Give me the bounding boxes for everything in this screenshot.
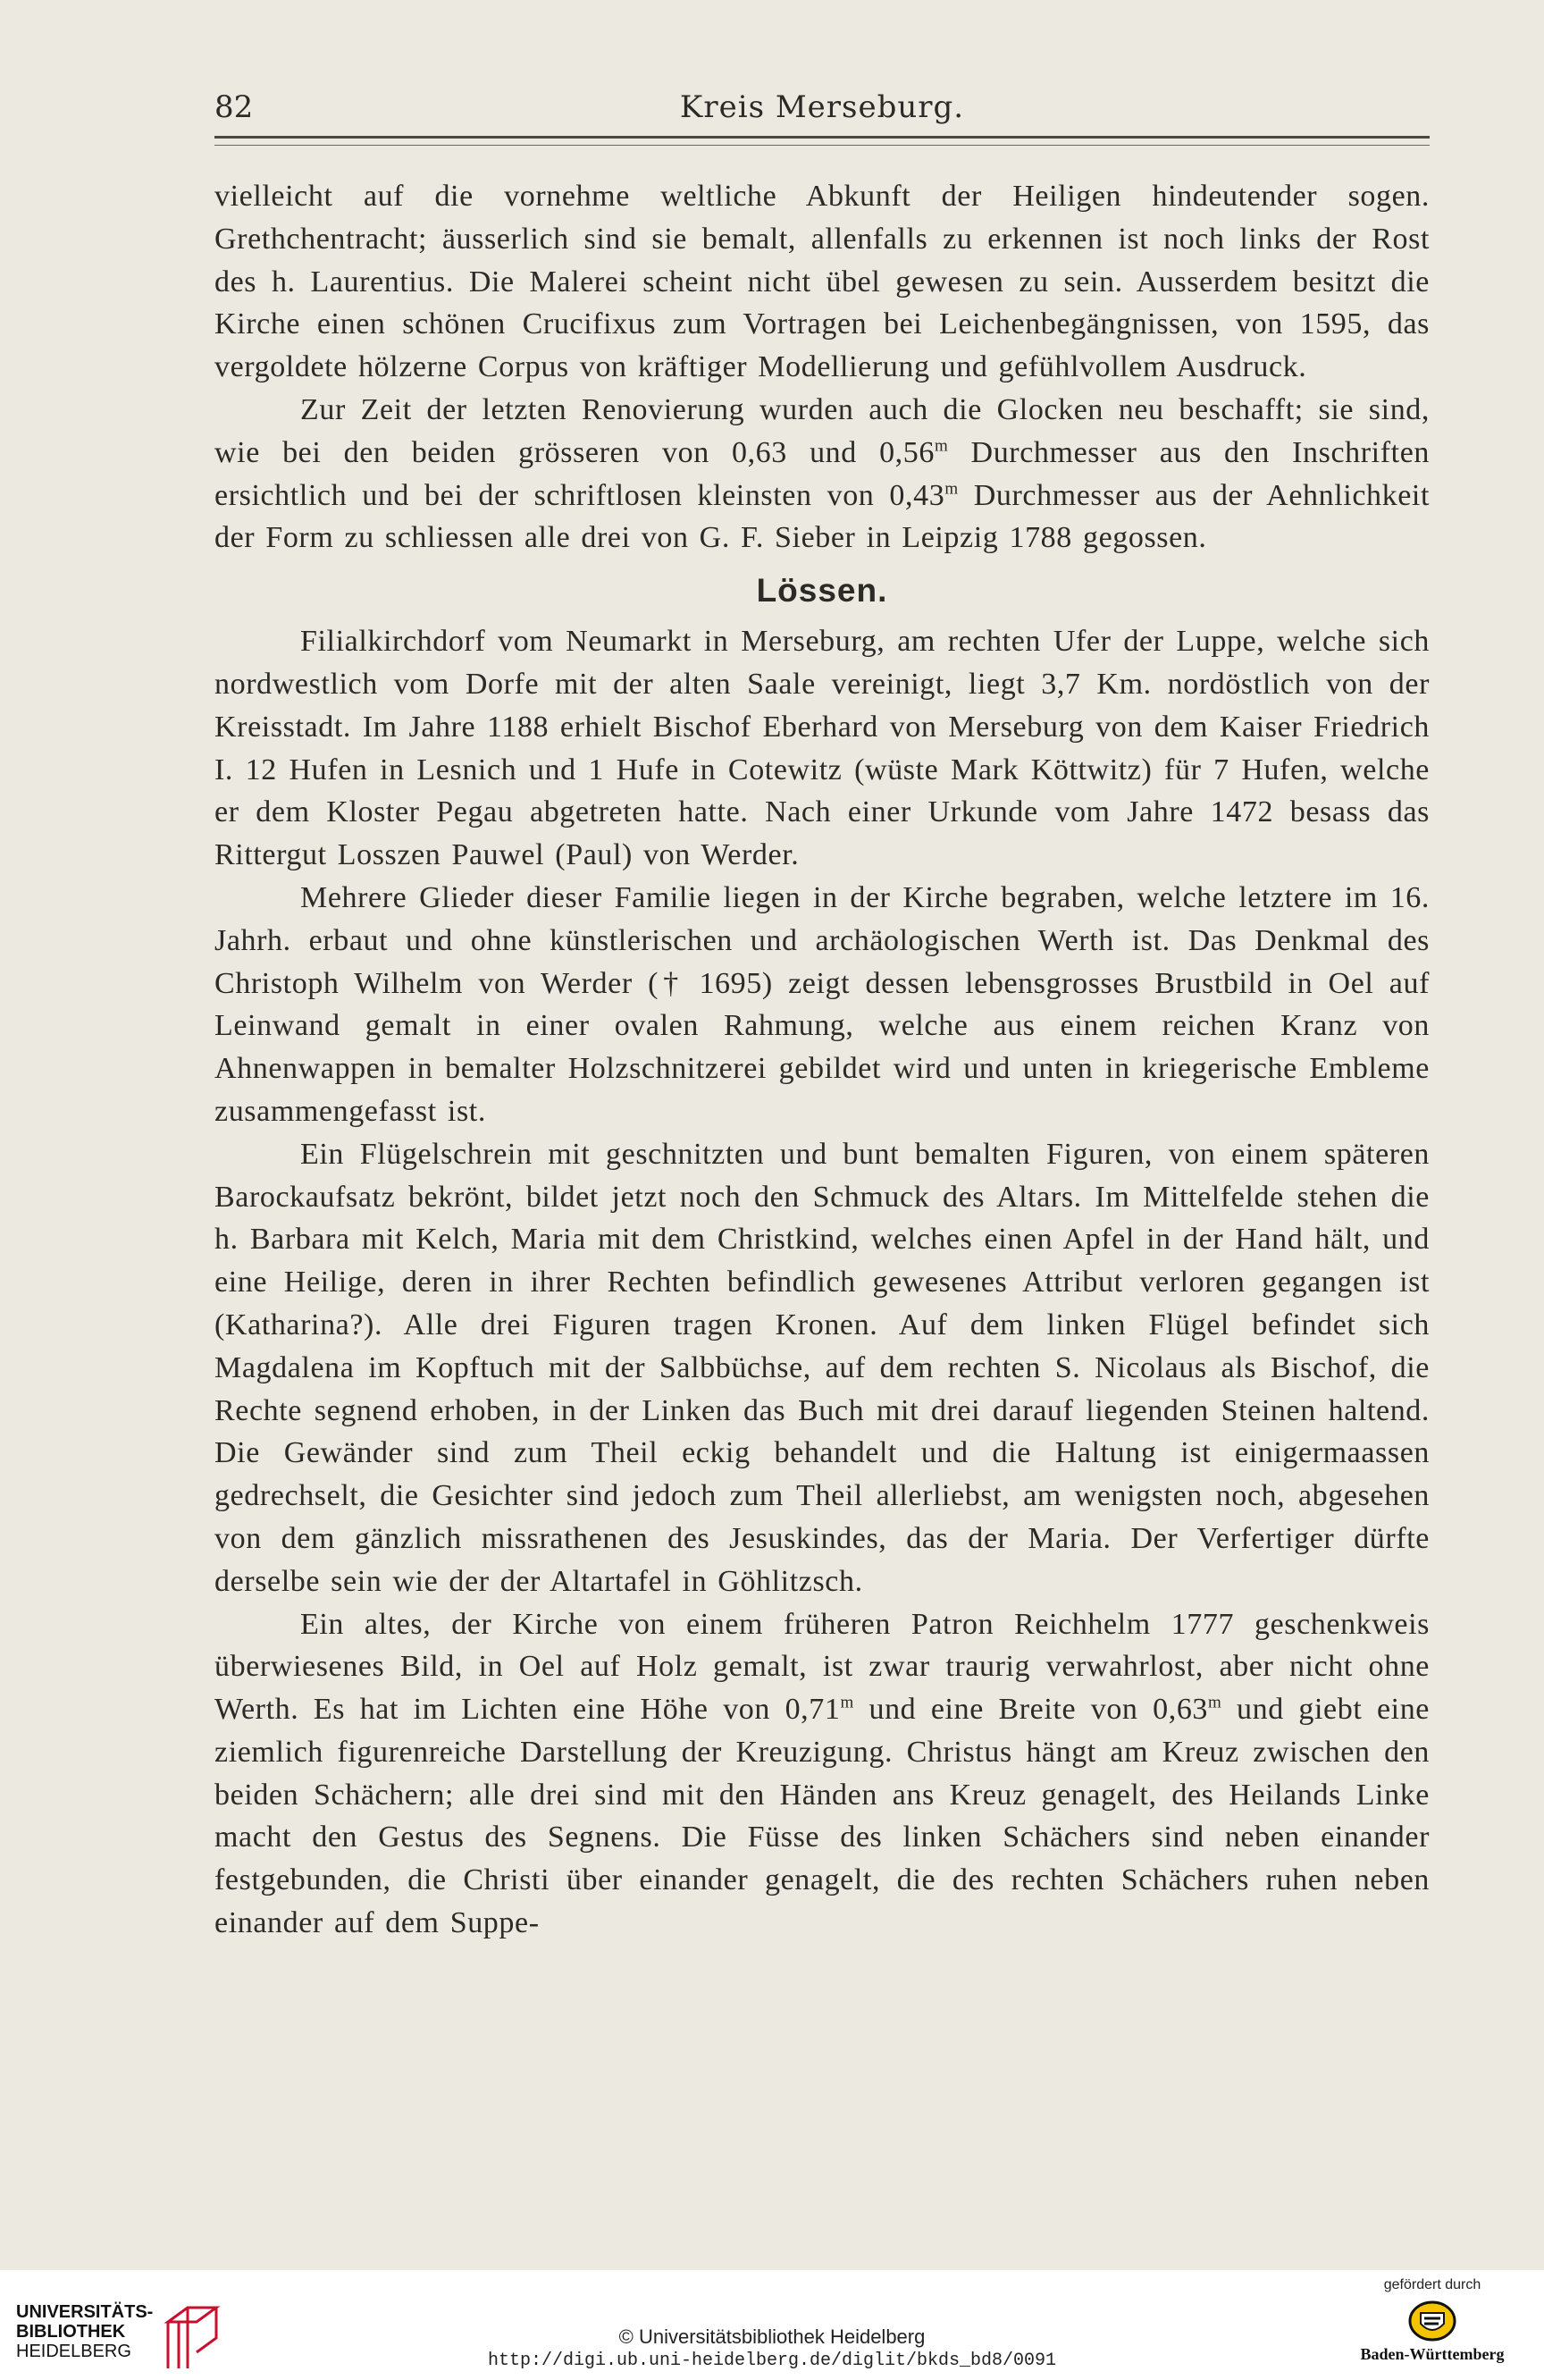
library-name-line1: UNIVERSITÄTS- (16, 2302, 154, 2322)
copyright-notice: © Universitätsbibliothek Heidelberg (618, 2325, 926, 2348)
meter-unit: m (934, 436, 949, 456)
paragraph-village: Filialkirchdorf vom Neumarkt in Merseburg, am rechten Ufer der Luppe, welche sich nordwestlich vom Dorfe mit der alten Saale vereinigt, liegt 3,7 Km. nordöstlich von der Kreisstadt. Im Jahre 1188 erhielt Bischof Eberhard von Merseburg von dem Kaiser Friedrich I. 12 Hufen in Lesnich und 1 Hufe in Cotewitz (wüste Mark Köttwitz) für 7 Hufen, welche er dem Kloster Pegau abgetreten hatte. Nach einer Urkunde vom Jahre 1472 besass das Rittergut Losszen Pauwel (Paul) von Werder. (214, 625, 1430, 872)
paragraph-altar: Ein Flügelschrein mit geschnitzten und bunt bemalten Figuren, von einem späteren Barockaufsatz bekrönt, bildet jetzt noch den Schmuck des Altars. Im Mittelfelde stehen die h. Barbara mit Kelch, Maria mit dem Christkind, welches einen Apfel in der Hand hält, und eine Heilige, deren in ihrer Rechten befindlich gewesenes Attribut verloren gegangen ist (Katharina?). Alle drei Figuren tragen Kronen. Auf dem linken Flügel befindet sich Magdalena im Kopftuch mit der Salbbüchse, auf dem rechten S. Nicolaus als Bischof, die Rechte segnend erhoben, in der Linken das Buch mit drei darauf liegenden Steinen haltend. Die Gewänder sind zum Theil eckig behandelt und die Haltung ist einigermaassen gedrechselt, die Gesichter sind jedoch zum Theil allerliebst, am wenigsten noch, abgesehen von dem gänzlich missrathenen des Jesuskindes, das der Maria. Der Verfertiger dürfte derselbe sein wie der der Altartafel in Göhlitzsch. (214, 1137, 1430, 1598)
sponsor-name: Baden-Württemberg (1360, 2345, 1505, 2363)
paragraph-crucifixus: vielleicht auf die vornehme weltliche Abkunft der Heiligen hindeutender sogen. Grethchentracht; äusserlich sind sie bemalt, allenfalls zu erkennen ist noch links der Rost des h. Laurentius. Die Malerei scheint nicht übel gewesen zu sein. Ausserdem besitzt die Kirche einen schönen Crucifixus zum Vortragen bei Leichenbegängnissen, von 1595, das vergoldete hölzerne Corpus von kräftiger Modellierung und gefühlvollem Ausdruck. (214, 180, 1430, 384)
library-name-line2: BIBLIOTHEK (16, 2322, 126, 2342)
meter-unit: m (944, 479, 959, 499)
meter-unit: m (840, 1693, 854, 1712)
viewer-footer (0, 2270, 1544, 2380)
paragraph-painting: Ein altes, der Kirche von einem früheren Patron Reichhelm 1777 geschenkweis überwiesenes Bild, in Oel auf Holz gemalt, ist zwar traurig verwahrlost, aber nicht ohne Werth. Es hat im Lichten eine Höhe von 0,71$^m$ und eine Breite von 0,63$^m$ und giebt eine ziemlich figurenreiche Darstellung der Kreuzigung. Christus hängt am Kreuz zwischen den beiden Schächern; alle drei sind mit den Händen ans Kreuz genagelt, des Heilands Linke macht den Gestus des Segnens. Die Füsse des linken Schächers sind neben einander festgebunden, die Christi über einander genagelt, die des rechten Schächers ruhen neben einander auf dem Suppe- (214, 1607, 1430, 1940)
meter-unit: m (1208, 1693, 1222, 1712)
paragraph-bells: Zur Zeit der letzten Renovierung wurden auch die Glocken neu beschafft; sie sind, wie bei den beiden grösseren von 0,63 und 0,56$^m$ Durchmesser aus den Inschriften ersichtlich und bei der schriftlosen kleinsten von 0,43$^m$ Durchmesser aus der Aehnlichkeit der Form zu schliessen alle drei von G. F. Sieber in Leipzig 1788 gegossen. (214, 392, 1430, 555)
section-title: Lössen. (756, 572, 888, 610)
permalink[interactable]: http://digi.ub.uni-heidelberg.de/diglit/bkds_bd8/0091 (487, 2351, 1057, 2371)
library-name-line3: HEIDELBERG (16, 2342, 131, 2361)
sponsor-label: gefördert durch (1383, 2277, 1481, 2292)
running-title: Kreis Merseburg. (679, 89, 965, 125)
sponsor (1347, 2277, 1517, 2377)
page-number: 82 (214, 89, 254, 125)
page-body (214, 175, 1430, 1945)
paragraph-family: Mehrere Glieder dieser Familie liegen in der Kirche begraben, welche letztere im 16. Jahrh. erbaut und ohne künstlerischen und archäologischen Werth ist. Das Denkmal des Christoph Wilhelm von Werder († 1695) zeigt dessen lebensgrosses Brustbild in Oel auf Leinwand gemalt in einer ovalen Rahmung, welche aus einem reichen Kranz von Ahnenwappen in bemalter Holzschnitzerei gebildet wird und unten in kriegerische Embleme zusammengefasst ist. (214, 880, 1430, 1128)
page-header (214, 89, 1430, 130)
state-emblem-icon (1408, 2300, 1456, 2342)
header-rule (214, 136, 1430, 146)
